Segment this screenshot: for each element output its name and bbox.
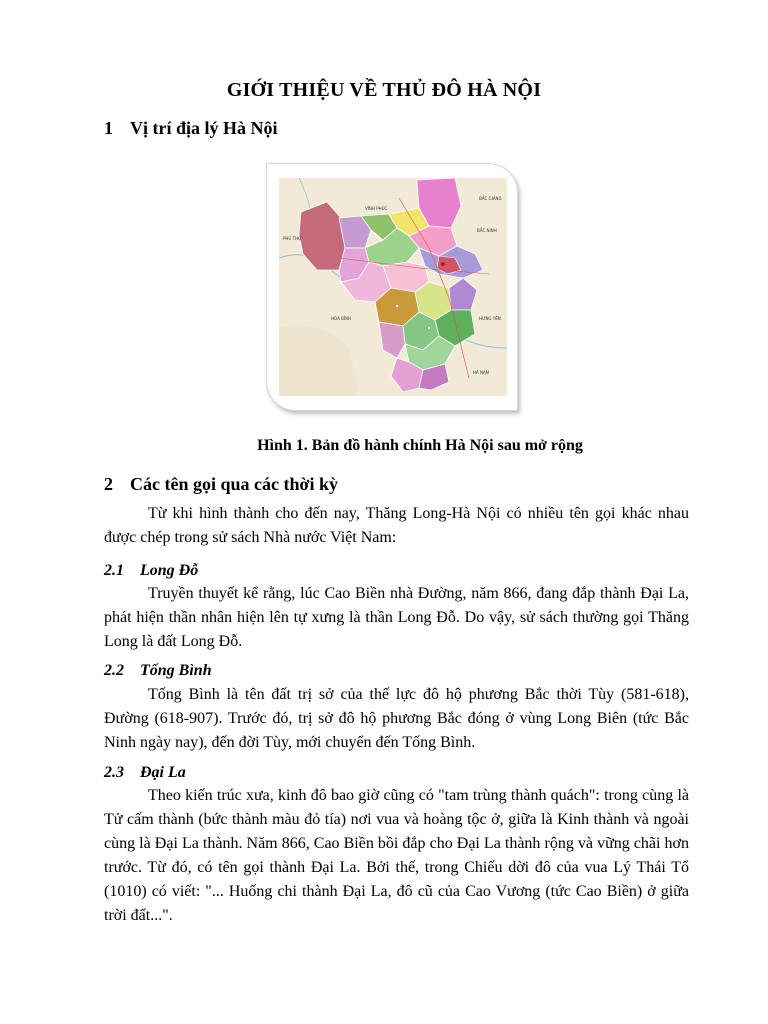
hanoi-map-figure [266, 163, 518, 411]
map-label-hung-yen: HƯNG YÊN [479, 316, 501, 321]
subsection-2-1-title: Long Đỗ [140, 562, 199, 579]
section-1-heading [104, 118, 278, 139]
subsection-2-2-title: Tống Bình [140, 662, 212, 679]
subsection-2-1-number: 2.1 [104, 562, 124, 579]
document-title: GIỚI THIỆU VỀ THỦ ĐÔ HÀ NỘI [226, 79, 542, 101]
subsection-2-2-text: Tống Bình là tên đất trị sở của thế lực đô hộ phương Bắc thời Tùy (581-618), Đường (618-907). Trước đó, trị sở đô hộ phương Bắc đóng ở vùng Long Biên (tức Bắc Ninh ngày nay), đến đời Tùy, mới chuyển đến Tống Bình. [104, 686, 689, 751]
subsection-2-3-heading [104, 764, 186, 782]
map-label-phu-tho: PHÚ THỌ [283, 236, 302, 241]
map-label-bac-giang: BẮC GIANG [479, 196, 502, 201]
section-2-intro-text: Từ khi hình thành cho đến nay, Thăng Long-Hà Nội có nhiều tên gọi khác nhau được chép trong sử sách Nhà nước Việt Nam: [104, 505, 689, 546]
map-label-vinh-phuc: VĨNH PHÚC [365, 206, 388, 211]
hanoi-admin-map-image [279, 178, 507, 396]
subsection-2-3-paragraph [104, 784, 689, 928]
section-2-number: 2 [104, 474, 113, 494]
map-label-bac-ninh: BẮC NINH [477, 228, 497, 233]
section-2-intro [104, 502, 689, 550]
subsection-2-2-paragraph [104, 683, 689, 755]
section-2-heading [104, 474, 338, 495]
subsection-2-3-title: Đại La [140, 764, 186, 781]
section-1-title: Vị trí địa lý Hà Nội [130, 118, 278, 138]
section-2-title: Các tên gọi qua các thời kỳ [130, 474, 338, 494]
subsection-2-1-paragraph [104, 582, 689, 654]
map-label-hoa-binh: HÒA BÌNH [331, 316, 352, 321]
section-1-number: 1 [104, 118, 113, 138]
subsection-2-3-text: Theo kiến trúc xưa, kinh đô bao giờ cũng có "tam trùng thành quách": trong cùng là Tử cấm thành (bức thành màu đỏ tía) nơi vua và hoàng tộc ở, giữa là Kinh thành và ngoài cùng là Đại La thành. Năm 866, Cao Biền bồi đắp cho Đại La thành rộng và vững chãi hơn trước. Từ đó, có tên gọi thành Đại La. Bởi thế, trong Chiếu dời đô của vua Lý Thái Tổ (1010) có viết: "... Huống chi thành Đại La, đô cũ của Cao Vương (tức Cao Biền) ở giữa trời đất...". [104, 787, 689, 924]
subsection-2-2-number: 2.2 [104, 662, 124, 679]
subsection-2-1-heading [104, 562, 198, 580]
subsection-2-2-heading [104, 662, 212, 680]
figure-caption: Hình 1. Bản đồ hành chính Hà Nội sau mở rộng [257, 437, 583, 454]
map-label-ha-nam: HÀ NAM [473, 370, 490, 375]
subsection-2-3-number: 2.3 [104, 764, 124, 781]
subsection-2-1-text: Truyền thuyết kể rằng, lúc Cao Biền nhà Đường, năm 866, đang đắp thành Đại La, phát hiện thần nhân hiện lên tự xưng là thần Long Đỗ. Do vậy, sử sách thường gọi Thăng Long là đất Long Đỗ. [104, 585, 689, 650]
